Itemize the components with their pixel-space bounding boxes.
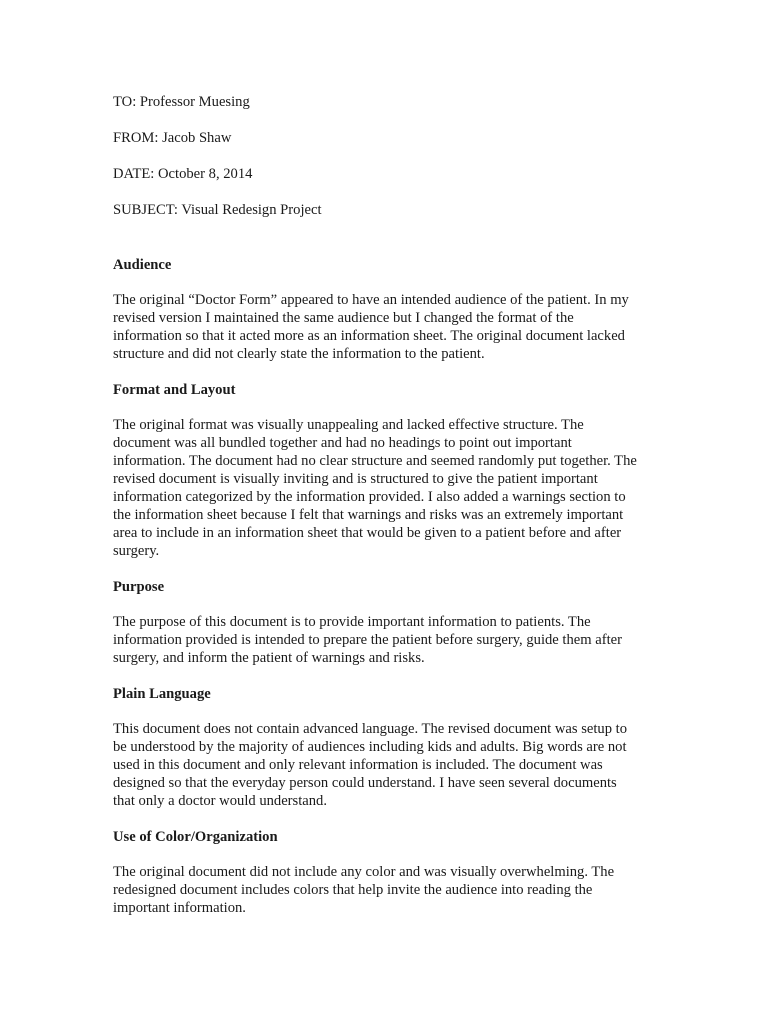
- memo-from: FROM: Jacob Shaw: [113, 130, 232, 146]
- section-body-plain-language: [113, 720, 663, 810]
- section-heading-use-of-color-organization: Use of Color/Organization: [113, 829, 278, 845]
- memo-subject: SUBJECT: Visual Redesign Project: [113, 202, 322, 218]
- memo-to: TO: Professor Muesing: [113, 94, 250, 110]
- memo-page: [113, 92, 663, 934]
- body-line: that only a doctor would understand.: [113, 793, 327, 809]
- body-line: information so that it acted more as an information sheet. The original document lacked: [113, 328, 625, 344]
- body-line: be understood by the majority of audiences including kids and adults. Big words are not: [113, 739, 627, 755]
- body-line: This document does not contain advanced language. The revised document was setup to: [113, 721, 628, 737]
- memo-date: DATE: October 8, 2014: [113, 166, 253, 182]
- body-line: structure and did not clearly state the information to the patient.: [113, 346, 485, 362]
- body-line: information. The document had no clear structure and seemed randomly put together. The: [113, 453, 637, 469]
- body-line: used in this document and only relevant information is included. The document was: [113, 757, 603, 773]
- body-line: surgery.: [113, 543, 160, 559]
- body-line: The original document did not include any color and was visually overwhelming. The: [113, 864, 615, 880]
- body-line: information provided is intended to prepare the patient before surgery, guide them after: [113, 632, 622, 648]
- section-heading-purpose: Purpose: [113, 579, 165, 595]
- body-line: surgery, and inform the patient of warnings and risks.: [113, 650, 425, 666]
- section-body-format-and-layout: [113, 416, 663, 560]
- body-line: the information sheet because I felt that warnings and risks was an extremely important: [113, 507, 624, 523]
- section-body-use-of-color-organization: [113, 863, 663, 917]
- body-line: The purpose of this document is to provide important information to patients. The: [113, 614, 591, 630]
- section-body-audience: [113, 291, 663, 363]
- body-line: information categorized by the information provided. I also added a warnings section to: [113, 489, 626, 505]
- section-body-purpose: [113, 613, 663, 667]
- section-heading-plain-language: Plain Language: [113, 686, 211, 702]
- body-line: document was all bundled together and had no headings to point out important: [113, 435, 572, 451]
- body-line: important information.: [113, 900, 246, 916]
- body-line: The original format was visually unappealing and lacked effective structure. The: [113, 417, 584, 433]
- body-line: The original “Doctor Form” appeared to have an intended audience of the patient. In my: [113, 292, 629, 308]
- body-line: revised document is visually inviting and is structured to give the patient important: [113, 471, 598, 487]
- section-heading-format-and-layout: Format and Layout: [113, 382, 236, 398]
- body-line: designed so that the everyday person could understand. I have seen several documents: [113, 775, 617, 791]
- body-line: area to include in an information sheet that would be given to a patient before and after: [113, 525, 622, 541]
- section-heading-audience: Audience: [113, 257, 172, 273]
- body-line: revised version I maintained the same audience but I changed the format of the: [113, 310, 574, 326]
- body-line: redesigned document includes colors that help invite the audience into reading the: [113, 882, 593, 898]
